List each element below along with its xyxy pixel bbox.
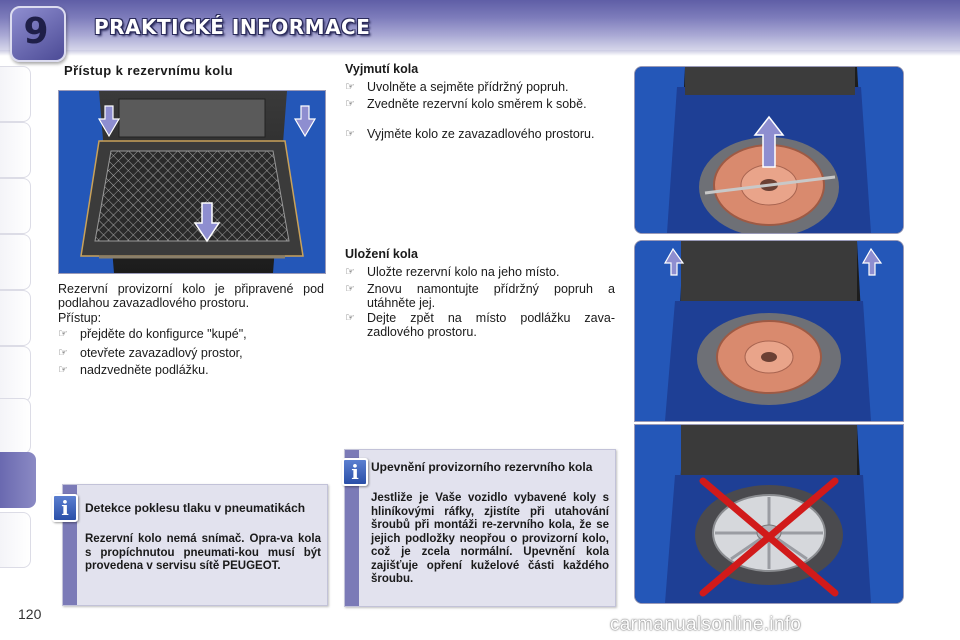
info-box-text: Rezervní kolo nemá snímač. Opra-va kola s propíchnutou pneumati-kou musí být provedena v servisu sítě PEUGEOT.: [85, 533, 321, 572]
chapter-tab[interactable]: [0, 66, 31, 122]
removal-heading: Vyjmutí kola: [345, 62, 419, 76]
info-icon: i: [52, 494, 78, 522]
chapter-number: 9: [23, 11, 49, 52]
chapter-tab[interactable]: [0, 398, 31, 454]
hand-pointer-icon: ☞: [345, 127, 355, 140]
section-heading: Přístup k rezervnímu kolu: [64, 63, 233, 78]
access-label: Přístup:: [58, 311, 102, 325]
hand-pointer-icon: ☞: [58, 363, 68, 376]
spare-wheel-removal-photo: [634, 66, 904, 234]
info-box-text: Jestliže je Vaše vozidlo vybavené koly s hliníkovými ráfky, zjistíte při utahování šroubů při montáži re-zervního kola, že se jejich podložky neopřou o provizorní kolo, což je zcela normální. Upevnění kola zajišťuje opření kuželové části každého šroubu.: [371, 492, 609, 585]
list-item: ☞ Uložte rezervní kolo na jeho místo.: [345, 265, 560, 279]
hand-pointer-icon: ☞: [345, 265, 355, 278]
info-box-title: Detekce poklesu tlaku v pneumatikách: [85, 501, 306, 515]
trunk-net-photo: [58, 90, 326, 274]
list-item: ☞ přejděte do konfigurce "kupé",: [58, 327, 247, 341]
list-item: ☞ Vyjměte kolo ze zavazadlového prostoru.: [345, 127, 595, 141]
list-item: ☞ otevřete zavazadlový prostor,: [58, 346, 243, 360]
hand-pointer-icon: ☞: [58, 327, 68, 340]
spare-wheel-stored-photo: [634, 240, 904, 422]
chapter-tab[interactable]: [0, 290, 31, 346]
chapter-tab[interactable]: [0, 234, 31, 290]
list-item: ☞ Zvedněte rezervní kolo směrem k sobě.: [345, 97, 587, 111]
hand-pointer-icon: ☞: [58, 346, 68, 359]
hand-pointer-icon: ☞: [345, 97, 355, 110]
page-number: 120: [18, 606, 42, 622]
intro-paragraph: Rezervní provizorní kolo je připravené pod podlahou zavazadlového prostoru.: [58, 282, 324, 310]
list-item: ☞ Dejte zpět na místo podlážku zava-zadlového prostoru.: [345, 311, 615, 339]
watermark-text: carmanualsonline.info: [610, 614, 802, 635]
alloy-wheel-not-allowed-photo: [634, 424, 904, 604]
chapter-tab[interactable]: [0, 512, 31, 568]
info-icon: i: [342, 458, 368, 486]
hand-pointer-icon: ☞: [345, 282, 355, 295]
chapter-tab[interactable]: [0, 178, 31, 234]
hand-pointer-icon: ☞: [345, 311, 355, 324]
page-title: PRAKTICKÉ INFORMACE: [94, 15, 371, 39]
info-box-spare-wheel-fixing: [344, 449, 616, 607]
list-item: ☞ Uvolněte a sejměte přídržný popruh.: [345, 80, 569, 94]
chapter-tab-active[interactable]: [0, 452, 36, 508]
info-box-title: Upevnění provizorního rezervního kola: [371, 460, 593, 474]
list-item: ☞ nadzvedněte podlážku.: [58, 363, 209, 377]
header-divider: [0, 50, 960, 56]
info-box-tyre-pressure: [62, 484, 328, 606]
chapter-tab[interactable]: [0, 346, 31, 402]
hand-pointer-icon: ☞: [345, 80, 355, 93]
storage-heading: Uložení kola: [345, 247, 418, 261]
chapter-tab[interactable]: [0, 122, 31, 178]
list-item: ☞ Znovu namontujte přídržný popruh a utáhněte jej.: [345, 282, 615, 310]
